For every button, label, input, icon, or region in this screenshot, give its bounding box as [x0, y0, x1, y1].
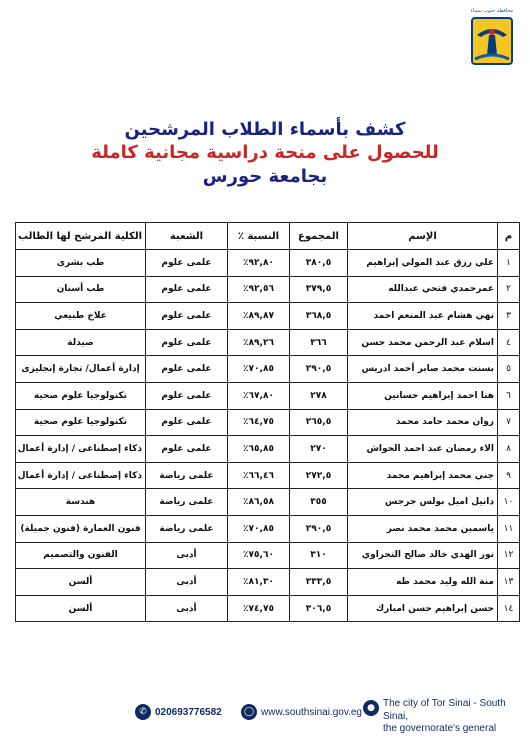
cell-percent: ٦٧,٨٠٪ — [228, 382, 290, 409]
table-row — [16, 356, 520, 383]
cell-name: جني محمد إبراهيم محمد — [348, 462, 498, 489]
cell-name: نهي هشام عبد المنعم احمد — [348, 303, 498, 330]
cell-branch: علمى علوم — [146, 303, 228, 330]
cell-num: ٤ — [498, 329, 520, 356]
table-row — [16, 409, 520, 436]
table-row — [16, 436, 520, 463]
cell-percent: ٧٠,٨٥٪ — [228, 356, 290, 383]
logo-caption: محافظة جنوب سيناء — [470, 8, 514, 14]
table-row — [16, 250, 520, 277]
cell-name: الاء رمضان عبد احمد الحواش — [348, 436, 498, 463]
header-num: م — [498, 223, 520, 250]
cell-college: تكنولوجيا علوم صحية — [16, 382, 146, 409]
cell-total: ٢٦٥,٥ — [290, 409, 348, 436]
cell-branch: علمى رياضة — [146, 489, 228, 516]
table-row — [16, 489, 520, 516]
cell-total: ٢٩٠,٥ — [290, 515, 348, 542]
title-line-3: بجامعة حورس — [202, 165, 328, 187]
footer-phone-number: 020693776582 — [155, 706, 222, 718]
cell-college: طب أسنان — [16, 276, 146, 303]
cell-branch: أدبى — [146, 542, 228, 569]
cell-total: ٣١٠ — [290, 542, 348, 569]
cell-name: حسن إبراهيم حسن امبارك — [348, 595, 498, 622]
globe-icon: ◯ — [241, 704, 257, 720]
cell-total: ٣٠٦,٥ — [290, 595, 348, 622]
cell-num: ٦ — [498, 382, 520, 409]
cell-percent: ٦٥,٨٥٪ — [228, 436, 290, 463]
cell-percent: ٨١,٣٠٪ — [228, 569, 290, 596]
cell-num: ١١ — [498, 515, 520, 542]
cell-name: ياسمين محمد محمد نصر — [348, 515, 498, 542]
table-row — [16, 542, 520, 569]
cell-college: الفنون والتصميم — [16, 542, 146, 569]
title-line-1: كشف بأسماء الطلاب المرشحين — [124, 119, 406, 140]
cell-total: ٢٧٢,٥ — [290, 462, 348, 489]
table-header-row — [16, 223, 520, 250]
header-total: المجموع — [290, 223, 348, 250]
eagle-emblem-icon — [469, 15, 515, 67]
cell-branch: علمى رياضة — [146, 515, 228, 542]
cell-num: ١ — [498, 250, 520, 277]
cell-college: صيدلة — [16, 329, 146, 356]
cell-college: فنون العمارة (فنون جميلة) — [16, 515, 146, 542]
cell-percent: ٨٩,٢٦٪ — [228, 329, 290, 356]
cell-num: ١٢ — [498, 542, 520, 569]
cell-total: ٣٦٨,٥ — [290, 303, 348, 330]
footer-address-line-2: the governorate's general — [383, 723, 497, 734]
cell-college: ألسن — [16, 595, 146, 622]
header-college: الكلية المرشح لها الطالب — [16, 223, 146, 250]
table-row — [16, 276, 520, 303]
cell-name: نور الهدي خالد صالح النحراوي — [348, 542, 498, 569]
header-branch: الشعبة — [146, 223, 228, 250]
cell-total: ٢٧٠ — [290, 436, 348, 463]
cell-percent: ٨٩,٨٧٪ — [228, 303, 290, 330]
cell-percent: ٧٤,٧٥٪ — [228, 595, 290, 622]
cell-percent: ٧٥,٦٠٪ — [228, 542, 290, 569]
location-pin-icon: ● — [363, 700, 379, 716]
cell-num: ١٤ — [498, 595, 520, 622]
cell-total: ٣٨٠,٥ — [290, 250, 348, 277]
cell-num: ١٣ — [498, 569, 520, 596]
cell-num: ٢ — [498, 276, 520, 303]
cell-total: ٢٧٨ — [290, 382, 348, 409]
cell-college: ألسن — [16, 569, 146, 596]
cell-college: ذكاء إصطناعى / إدارة أعمال — [16, 462, 146, 489]
phone-icon: ✆ — [135, 704, 151, 720]
students-table — [15, 222, 520, 622]
cell-total: ٣٦٦ — [290, 329, 348, 356]
cell-name: دانيل اميل بولس جرجس — [348, 489, 498, 516]
cell-branch: علمى علوم — [146, 329, 228, 356]
cell-college: طب بشرى — [16, 250, 146, 277]
cell-num: ٨ — [498, 436, 520, 463]
cell-branch: علمى علوم — [146, 250, 228, 277]
cell-num: ٥ — [498, 356, 520, 383]
cell-name: منة الله وليد محمد طه — [348, 569, 498, 596]
table-row — [16, 569, 520, 596]
cell-name: هنا احمد إبراهيم حسانين — [348, 382, 498, 409]
footer — [0, 692, 530, 742]
cell-num: ١٠ — [498, 489, 520, 516]
cell-branch: علمى علوم — [146, 356, 228, 383]
title-line-2: للحصول على منحة دراسية مجانية كاملة — [91, 142, 439, 164]
cell-college: علاج طبيعي — [16, 303, 146, 330]
table-row — [16, 462, 520, 489]
cell-total: ٢٩٠,٥ — [290, 356, 348, 383]
footer-address — [363, 698, 523, 736]
cell-total: ٣٧٩,٥ — [290, 276, 348, 303]
table-row — [16, 329, 520, 356]
cell-name: عمرحمدي فتحي عبدالله — [348, 276, 498, 303]
cell-branch: علمى علوم — [146, 409, 228, 436]
cell-num: ٧ — [498, 409, 520, 436]
cell-branch: علمى علوم — [146, 276, 228, 303]
cell-total: ٣٣٣,٥ — [290, 569, 348, 596]
table-row — [16, 515, 520, 542]
table-row — [16, 382, 520, 409]
cell-branch: علمى علوم — [146, 382, 228, 409]
header-percent: النسبة ٪ — [228, 223, 290, 250]
cell-branch: علمى رياضة — [146, 462, 228, 489]
cell-name: روان محمد حامد محمد — [348, 409, 498, 436]
cell-num: ٩ — [498, 462, 520, 489]
governorate-logo — [466, 8, 518, 70]
cell-branch: علمى علوم — [146, 436, 228, 463]
cell-college: إدارة أعمال/ تجارة إنجليزى — [16, 356, 146, 383]
footer-address-line-1: The city of Tor Sinai - South Sinai, — [383, 698, 506, 722]
cell-percent: ٦٤,٧٥٪ — [228, 409, 290, 436]
cell-name: بسنت محمد صابر أحمد ادريس — [348, 356, 498, 383]
cell-num: ٣ — [498, 303, 520, 330]
table-row — [16, 303, 520, 330]
cell-name: اسلام عبد الرحمن محمد حسن — [348, 329, 498, 356]
cell-percent: ٧٠,٨٥٪ — [228, 515, 290, 542]
cell-percent: ٨٦,٥٨٪ — [228, 489, 290, 516]
cell-branch: أدبى — [146, 569, 228, 596]
cell-percent: ٦٦,٤٦٪ — [228, 462, 290, 489]
cell-college: ذكاء إصطناعى / إدارة أعمال — [16, 436, 146, 463]
cell-percent: ٩٢,٨٠٪ — [228, 250, 290, 277]
cell-college: هندسة — [16, 489, 146, 516]
footer-website[interactable] — [241, 704, 362, 720]
footer-website-link[interactable]: www.southsinai.gov.eg — [261, 706, 362, 718]
cell-name: علي رزق عبد المولي إبراهيم — [348, 250, 498, 277]
cell-total: ٣٥٥ — [290, 489, 348, 516]
cell-college: تكنولوجيا علوم صحية — [16, 409, 146, 436]
cell-percent: ٩٢,٥٦٪ — [228, 276, 290, 303]
header-name: الإسم — [348, 223, 498, 250]
footer-phone — [135, 704, 222, 720]
cell-branch: أدبى — [146, 595, 228, 622]
title-block — [0, 118, 530, 188]
table-row — [16, 595, 520, 622]
